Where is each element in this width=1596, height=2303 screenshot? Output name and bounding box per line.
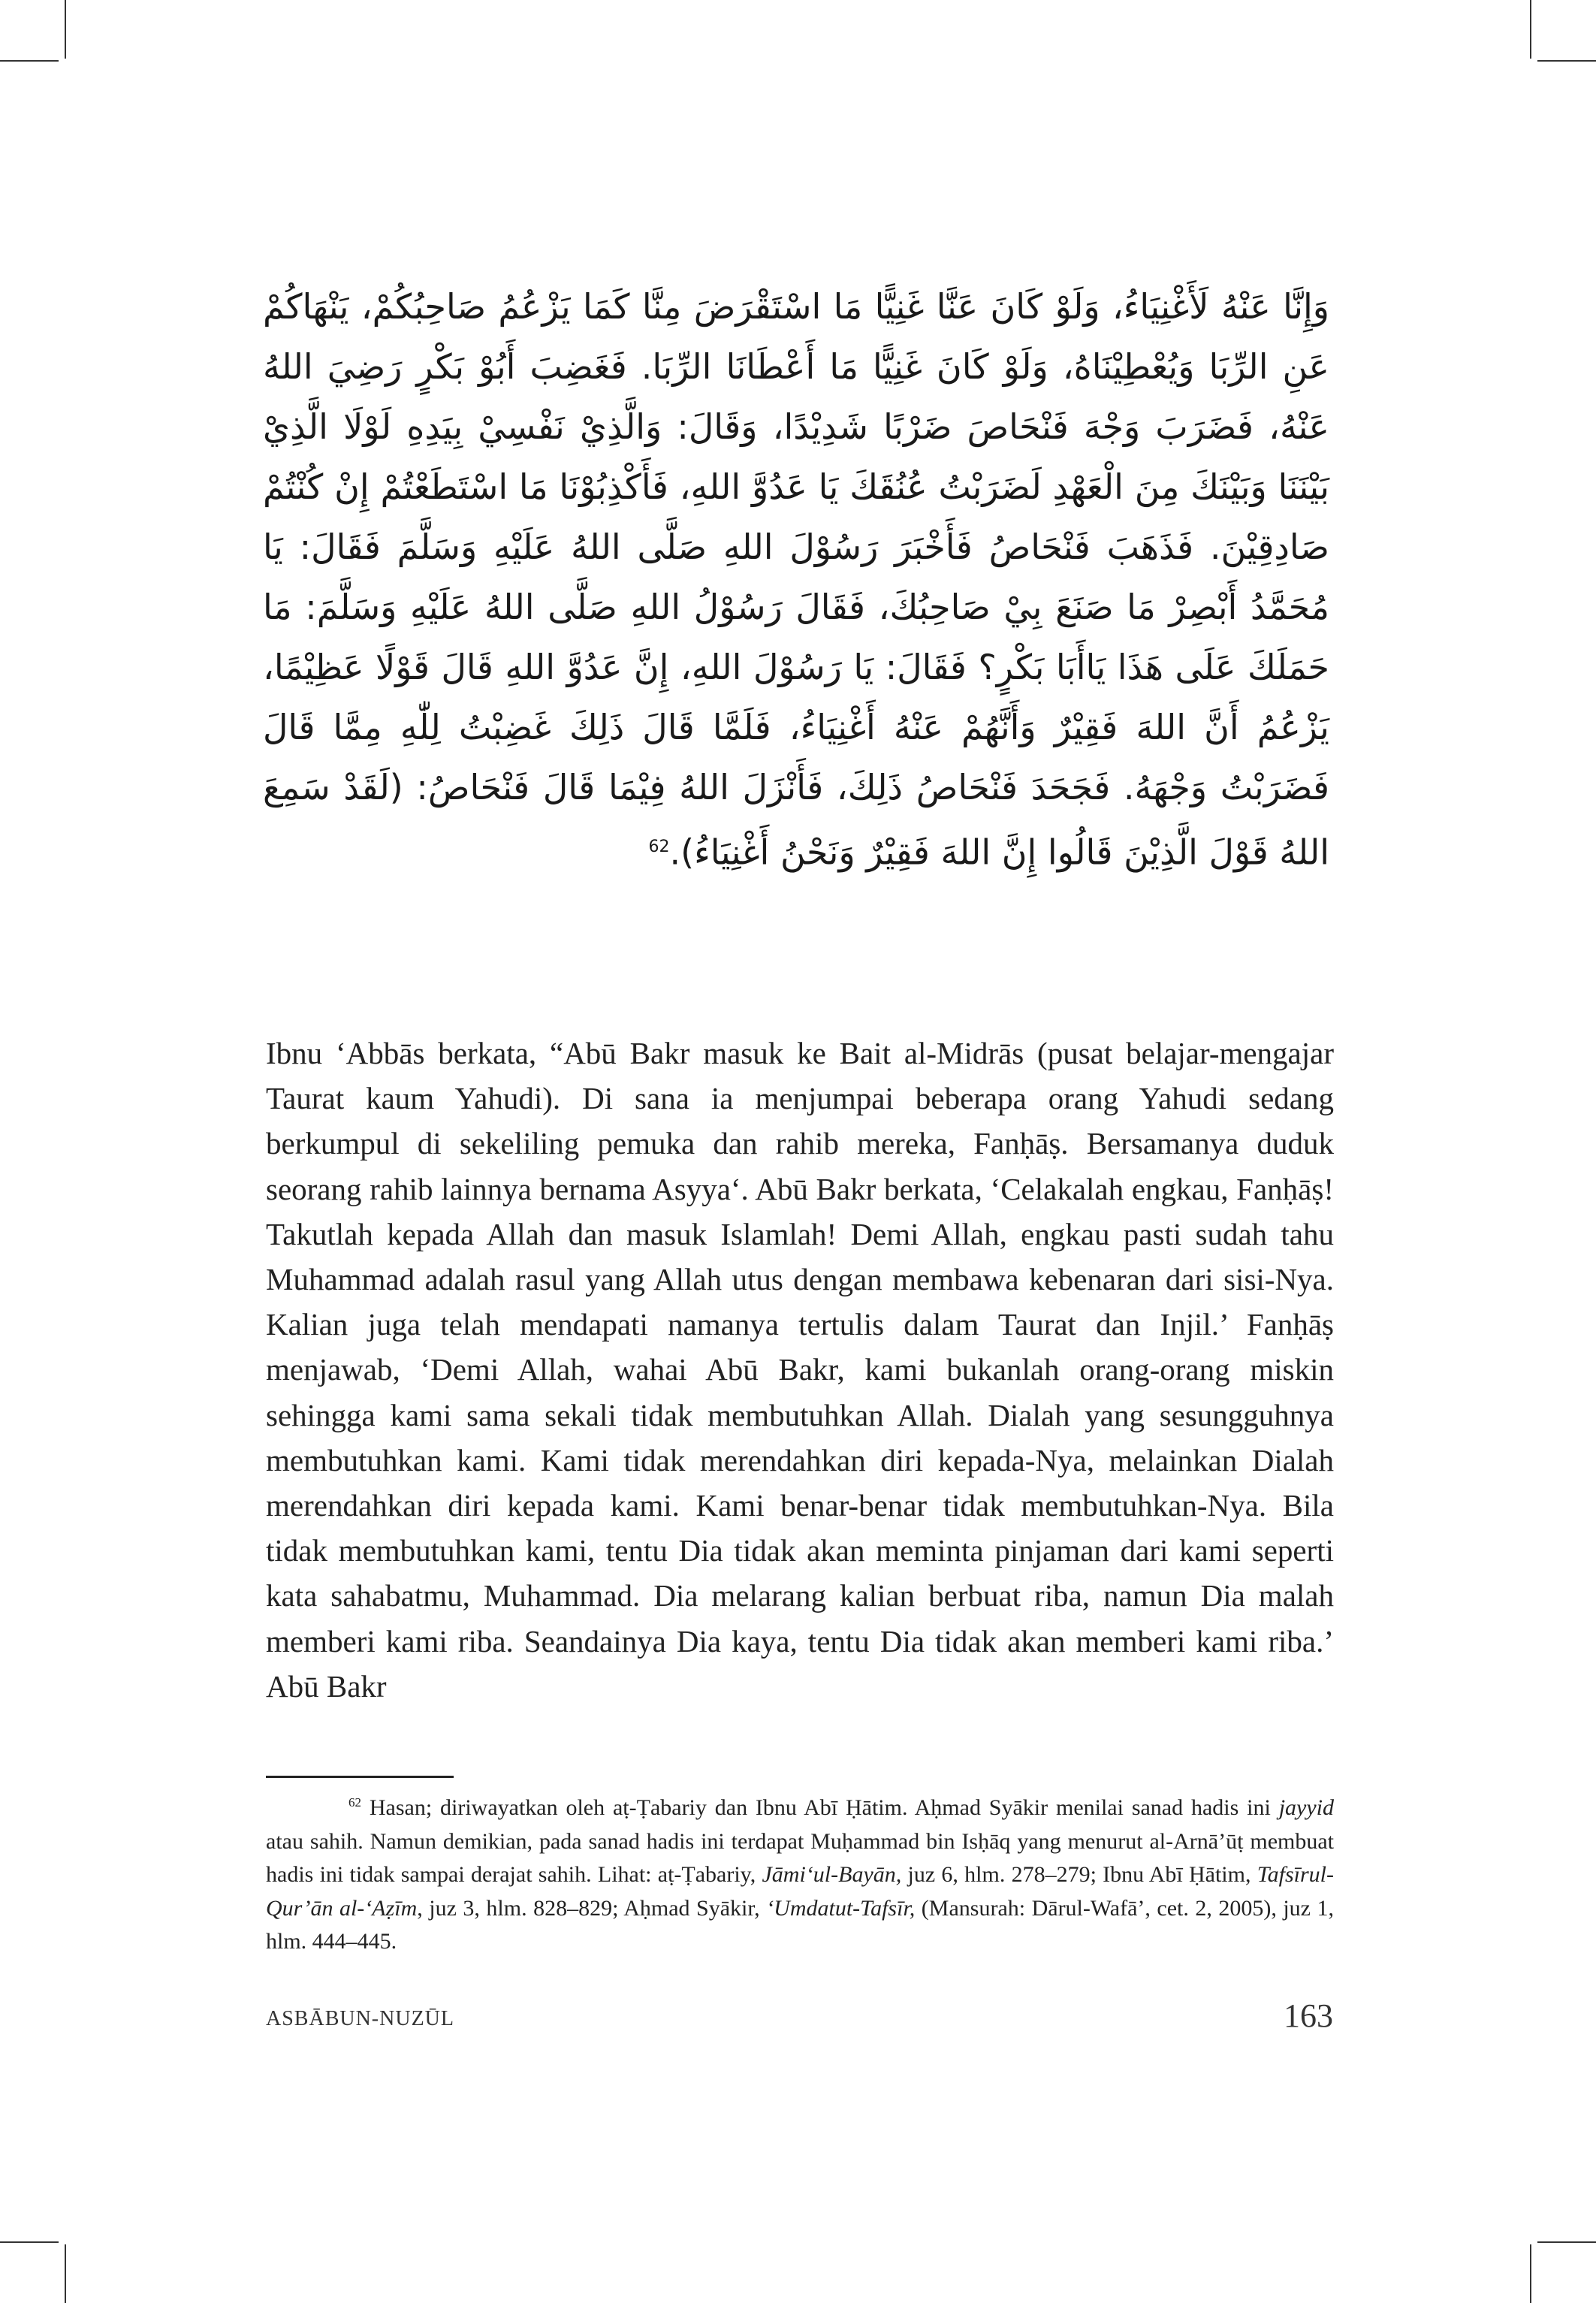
footnote <box>266 1786 1334 1959</box>
footnote-work-title-3: ‘Umdatut-Tafsīr, <box>766 1895 916 1921</box>
crop-mark-bottom-right-h <box>1537 2241 1596 2243</box>
body-paragraph: Ibnu ‘Abbās berkata, “Abū Bakr masuk ke Bait al-Midrās (pusat belajar-mengajar Taurat kaum Yahudi). Di sana ia menjumpai beberapa orang Yahudi sedang berkumpul di sekeliling pemuka dan rahib mereka, Fanḥāṣ. Bersamanya duduk seorang rahib lainnya bernama Asyya‘. Abū Bakr berkata, ‘Celakalah engkau, Fanḥāṣ! Takutlah kepada Allah dan masuk Islamlah! Demi Allah, engkau pasti sudah tahu Muhammad adalah rasul yang Allah utus dengan membawa kebenaran dari sisi-Nya. Kalian juga telah mendapati namanya tertulis dalam Taurat dan Injil.’ Fanḥāṣ menjawab, ‘Demi Allah, wahai Abū Bakr, kami bukanlah orang-orang miskin sehingga kami sama sekali tidak membutuhkan Allah. Dialah yang sesungguhnya membutuhkan kami. Kami tidak merendahkan diri kepada-Nya, melainkan Dialah merendahkan diri kepada kami. Kami benar-benar tidak membutuhkan-Nya. Bila tidak membutuhkan kami, tentu Dia tidak akan meminta pinjaman dari kami seperti kata sahabatmu, Muhammad. Dia melarang kalian berbuat riba, namun Dia malah memberi kami riba. Seandainya Dia kaya, tentu Dia tidak akan memberi kami riba.’ Abū Bakr <box>266 1036 1334 1704</box>
arabic-passage <box>263 276 1329 882</box>
page-number: 163 <box>1284 1997 1333 2034</box>
footnote-text-3: juz 6, hlm. 278–279; Ibnu Abī Ḥātim, <box>901 1862 1257 1888</box>
arabic-footnote-ref[interactable]: 62 <box>648 838 670 856</box>
crop-mark-top-left-h <box>0 60 59 62</box>
crop-mark-top-left <box>65 0 66 59</box>
footnote-divider <box>266 1776 454 1778</box>
footnote-text-5: (Mansurah: Dārul-Wafā’, cet. 2, 2005), juz 1, hlm. 444–445. <box>266 1895 1334 1954</box>
crop-mark-top-right <box>1530 0 1531 59</box>
crop-mark-top-right-h <box>1537 60 1596 62</box>
crop-mark-bottom-left <box>65 2244 66 2303</box>
footnote-text-4: , juz 3, hlm. 828–829; Aḥmad Syākir, <box>417 1895 767 1921</box>
running-head: ASBĀBUN-NUZŪL <box>266 2007 454 2030</box>
crop-mark-bottom-left-h <box>0 2241 59 2243</box>
footnote-text-1: Hasan; diriwayatkan oleh aṭ-Ṭabariy dan Ibnu Abī Ḥātim. Aḥmad Syākir menilai sanad hadis ini <box>361 1795 1279 1820</box>
footnote-term-jayyid: jayyid <box>1278 1795 1334 1820</box>
crop-mark-bottom-right <box>1530 2244 1531 2303</box>
footnote-number: 62 <box>348 1795 361 1810</box>
body-paragraph-block <box>266 1031 1334 1709</box>
footnote-work-title-1: Jāmi‘ul-Bayān, <box>762 1862 902 1888</box>
arabic-text: وَإِنَّا عَنْهُ لَأَغْنِيَاءُ، وَلَوْ كَانَ عَنَّا غَنِيًّا مَا اسْتَقْرَضَ مِنَّا كَمَا يَزْعُمُ صَاحِبُكُمْ، يَنْهَاكُمْ عَنِ الرِّبَا وَيُعْطِيْنَاهُ، وَلَوْ كَانَ غَنِيًّا مَا أَعْطَانَا الرِّبَا. فَغَضِبَ أَبُوْ بَكْرٍ رَضِيَ اللهُ عَنْهُ، فَضَرَبَ وَجْهَ فَنْحَاصَ ضَرْبًا شَدِيْدًا، وَقَالَ: وَالَّذِيْ نَفْسِيْ بِيَدِهِ لَوْلَا الَّذِيْ بَيْنَنَا وَبَيْنَكَ مِنَ الْعَهْدِ لَضَرَبْتُ عُنُقَكَ يَا عَدُوَّ اللهِ، فَأَكْذِبُوْنَا مَا اسْتَطَعْتُمْ إِنْ كُنْتُمْ صَادِقِيْنَ. فَذَهَبَ فَنْحَاصُ فَأَخْبَرَ رَسُوْلَ اللهِ صَلَّى اللهُ عَلَيْهِ وَسَلَّمَ فَقَالَ: يَا مُحَمَّدُ أَبْصِرْ مَا صَنَعَ بِيْ صَاحِبُكَ، فَقَالَ رَسُوْلُ اللهِ صَلَّى اللهُ عَلَيْهِ وَسَلَّمَ: مَا حَمَلَكَ عَلَى هَذَا يَاأَبَا بَكْرٍ؟ فَقَالَ: يَا رَسُوْلَ اللهِ، إِنَّ عَدُوَّ اللهِ قَالَ قَوْلًا عَظِيْمًا، يَزْعُمُ أَنَّ اللهَ فَقِيْرٌ وَأَنَّهُمْ عَنْهُ أَغْنِيَاءُ، فَلَمَّا قَالَ ذَلِكَ غَضِبْتُ لِلّٰهِ مِمَّا قَالَ فَضَرَبْتُ وَجْهَهُ. فَجَحَدَ فَنْحَاصُ ذَلِكَ، فَأَنْزَلَ اللهُ فِيْمَا قَالَ فَنْحَاصُ: (لَقَدْ سَمِعَ اللهُ قَوْلَ الَّذِيْنَ قَالُوا إِنَّ اللهَ فَقِيْرٌ وَنَحْنُ أَغْنِيَاءُ). <box>263 286 1329 873</box>
footnote-work-title-2: Tafsīrul-Qur’ān al-‘Aẓīm <box>266 1862 1334 1921</box>
footnote-text-2: atau sahih. Namun demikian, pada sanad hadis ini terdapat Muḥammad bin Isḥāq yang menurut al-Arnā’ūṭ membuat hadis ini tidak sampai derajat sahih. Lihat: aṭ-Ṭabariy, <box>266 1828 1334 1888</box>
